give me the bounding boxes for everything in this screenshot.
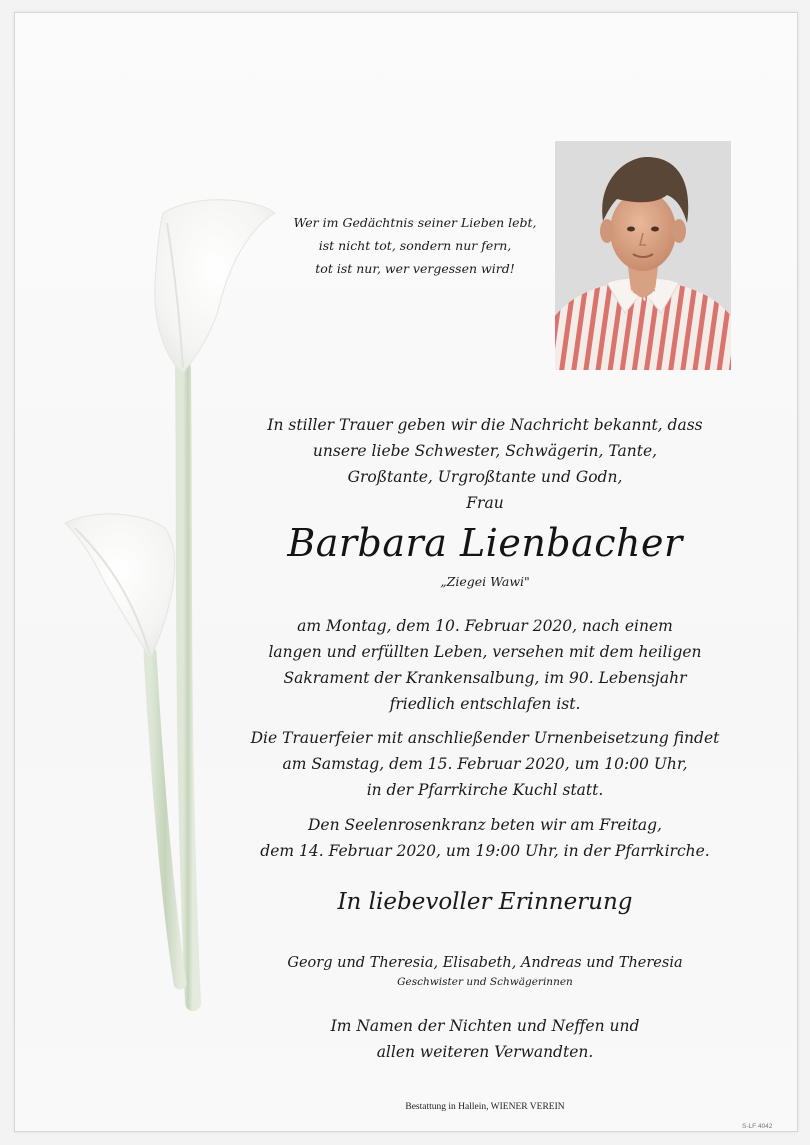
intro-line: Frau [466, 494, 504, 512]
rosary-line: Den Seelenrosenkranz beten wir am Freitag, [307, 816, 662, 834]
announcement-intro [245, 412, 725, 516]
ceremony-line: in der Pfarrkirche Kuchl statt. [366, 781, 604, 799]
portrait-photo [555, 141, 731, 370]
memorial-quote [285, 211, 545, 280]
obituary-card [14, 12, 798, 1132]
details-line: Sakrament der Krankensalbung, im 90. Lebensjahr [283, 669, 687, 687]
mourner-relation: Geschwister und Schwägerinnen [397, 976, 573, 988]
deceased-nickname: „Ziegei Wawi" [440, 574, 530, 589]
intro-line: unsere liebe Schwester, Schwägerin, Tante, [312, 442, 658, 460]
funeral-home-footer: Bestattung in Hallein, WIENER VEREIN [405, 1102, 565, 1112]
deceased-name: Barbara Lienbacher [287, 521, 683, 565]
family-line: allen weiteren Verwandten. [376, 1043, 594, 1061]
details-line: am Montag, dem 10. Februar 2020, nach einem [297, 617, 673, 635]
portrait-icon [555, 141, 731, 370]
rosary-prayer [245, 812, 725, 864]
quote-line: Wer im Gedächtnis seiner Lieben lebt, [293, 215, 537, 230]
quote-line: ist nicht tot, sondern nur fern, [318, 238, 512, 253]
funeral-ceremony [245, 725, 725, 803]
ceremony-line: am Samstag, dem 15. Februar 2020, um 10:00 Uhr, [282, 755, 688, 773]
family-line: Im Namen der Nichten und Neffen und [330, 1017, 640, 1035]
quote-line: tot ist nur, wer vergessen wird! [315, 261, 515, 276]
details-line: langen und erfüllten Leben, versehen mit dem heiligen [268, 643, 702, 661]
mourner-names: Georg und Theresia, Elisabeth, Andreas und Theresia [287, 955, 683, 971]
intro-line: Großtante, Urgroßtante und Godn, [347, 468, 623, 486]
rosary-line: dem 14. Februar 2020, um 19:00 Uhr, in der Pfarrkirche. [260, 842, 710, 860]
death-details [245, 613, 725, 717]
family-note [245, 1013, 725, 1065]
memory-heading: In liebevoller Erinnerung [337, 889, 633, 915]
ceremony-line: Die Trauerfeier mit anschließender Urnenbeisetzung findet [250, 729, 720, 747]
intro-line: In stiller Trauer geben wir die Nachricht bekannt, dass [267, 416, 703, 434]
details-line: friedlich entschlafen ist. [389, 695, 581, 713]
template-code: S-LF 4042 [742, 1123, 773, 1130]
